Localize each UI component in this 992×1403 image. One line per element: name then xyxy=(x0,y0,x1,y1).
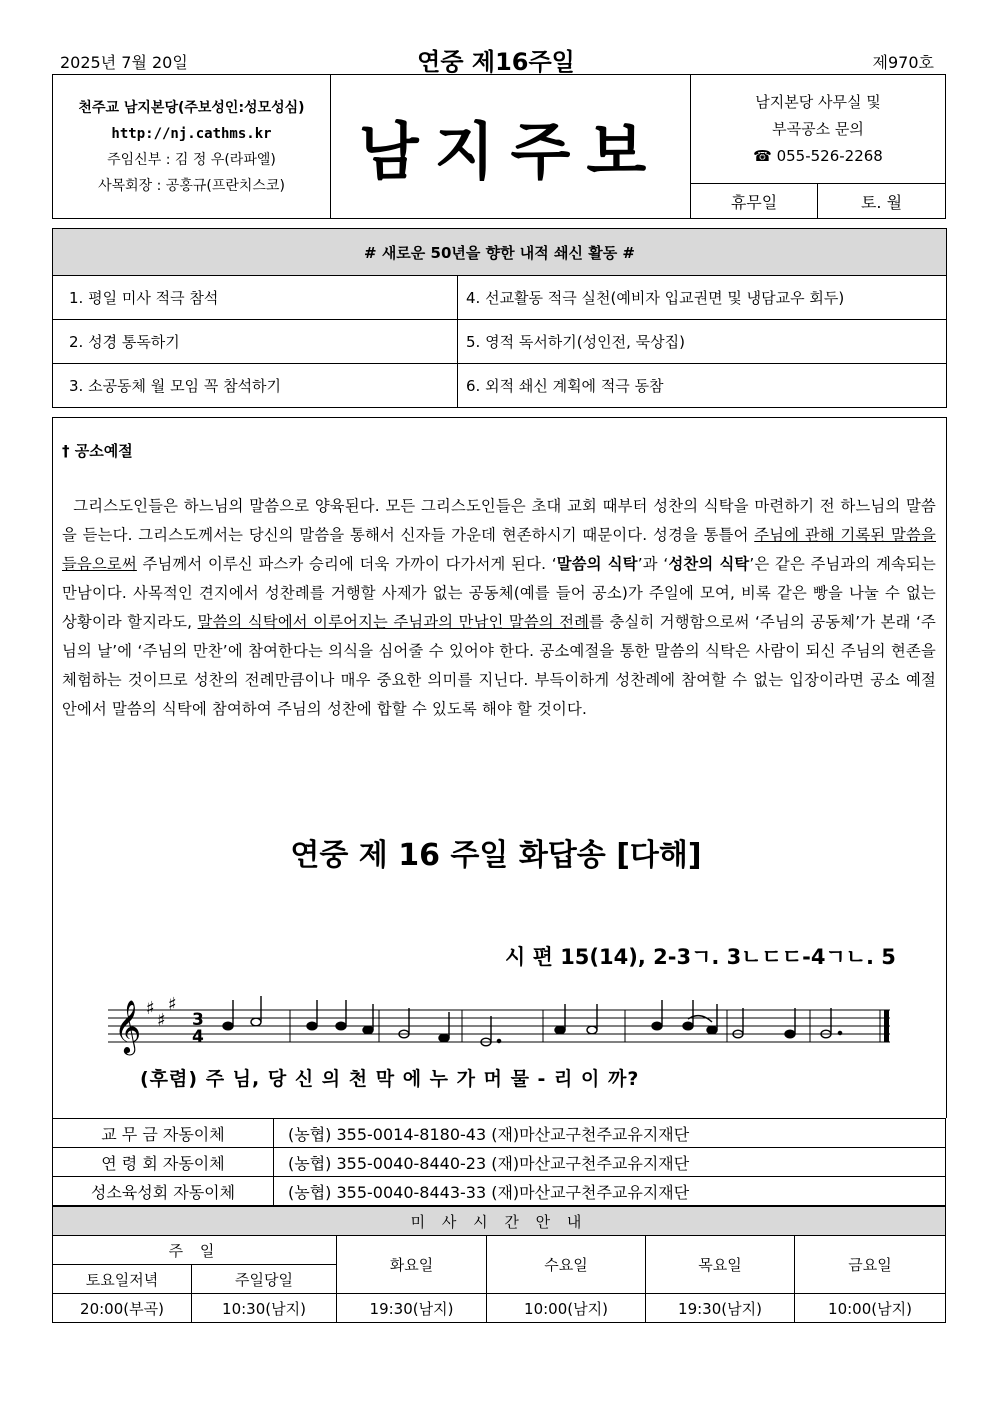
bulletin-date: 2025년 7월 20일 xyxy=(60,53,188,72)
parish-name: 천주교 남지본당(주보성인:성모성심) xyxy=(78,99,305,116)
mass-time: 10:00(남지) xyxy=(487,1294,646,1323)
article-text: ’과 ‘ xyxy=(637,555,669,573)
account-label: 성소육성회 자동이체 xyxy=(53,1177,274,1206)
svg-text:♯: ♯ xyxy=(157,1010,166,1031)
accounts-table xyxy=(52,1118,946,1206)
article-text: 그리스도인들은 하느님의 말씀으로 양육된다. 모든 그리스도인들은 초대 교회 때부터 성찬의 식탁을 마련하기 전 하느님의 말씀을 듣는다. 그리스도께서는 당신의 말씀을 통해서 신자들 가운데 현존하시기 때문이다. 성경을 통틀어 xyxy=(62,497,937,544)
pastor: 주임신부 : 김 정 우(라파엘) xyxy=(107,151,276,168)
article-underline: 주님에 관해 기록된 말씀을 들음으로써 xyxy=(62,526,936,573)
article-body xyxy=(62,492,936,724)
mass-schedule-table xyxy=(52,1206,946,1323)
svg-text:♯: ♯ xyxy=(168,994,177,1015)
activity-item: 2. 성경 통독하기 xyxy=(53,320,458,364)
article-bold: 성찬의 식탁 xyxy=(668,555,750,573)
activity-item: 1. 평일 미사 적극 참석 xyxy=(53,276,458,320)
mass-time: 19:30(남지) xyxy=(337,1294,487,1323)
parish-info xyxy=(53,75,331,219)
activity-item: 5. 영적 독서하기(성인전, 묵상집) xyxy=(458,320,947,364)
mass-sunday-header: 주 일 xyxy=(53,1236,337,1265)
mass-tue-header: 화요일 xyxy=(337,1236,487,1294)
office-info xyxy=(691,75,946,184)
page-title: 연중 제16주일 xyxy=(417,48,575,76)
council-president: 사목회장 : 공홍규(프란치스코) xyxy=(98,177,285,194)
closed-days: 토. 월 xyxy=(818,184,946,219)
account-value: (농협) 355-0040-8440-23 (재)마산교구천주교유지재단 xyxy=(274,1148,946,1177)
mass-heading: 미 사 시 간 안 내 xyxy=(53,1207,946,1236)
closed-label: 휴무일 xyxy=(691,184,818,219)
music-staff xyxy=(108,992,893,1064)
account-value: (농협) 355-0040-8443-33 (재)마산교구천주교유지재단 xyxy=(274,1177,946,1206)
article-title: † 공소예절 xyxy=(62,442,133,460)
article-text: ’은 같은 주님과의 계속되는 만남이다. 사목적인 견지에서 성찬례를 거행할 사제가 없는 공동체(예를 들어 공소)가 주일에 모여, 비록 같은 빵을 나눌 수 없는 상황이라 할지라도, xyxy=(62,555,936,631)
masthead xyxy=(52,74,946,219)
article-underline: 말씀의 식탁에서 이루어지는 주님과의 만남인 말씀의 전례 xyxy=(197,613,590,631)
mass-sunday-day-header: 주일당일 xyxy=(192,1265,337,1294)
article-text: 주님께서 이루신 파스카 승리에 더욱 가까이 다가서게 된다. ‘ xyxy=(136,555,557,573)
account-value: (농협) 355-0014-8180-43 (재)마산교구천주교유지재단 xyxy=(274,1119,946,1148)
article-text: 를 충실히 거행함으로써 ‘주님의 공동체’가 본래 ‘주님의 날’에 ‘주님의 만찬’에 참여한다는 의식을 심어줄 수 있어야 한다. 공소예절을 통한 말씀의 식탁은 사람이 되신 주님의 현존을 체험하는 것이므로 성찬의 전례만큼이나 매우 중요한 의미를 지닌다. 부득이하게 성찬례에 참여할 수 없는 입장이라면 공소 예절 안에서 말씀의 식탁에 참여하여 주님의 성찬에 합할 수 있도록 해야 할 것이다. xyxy=(62,613,936,718)
activities-heading: # 새로운 50년을 향한 내적 쇄신 활동 # xyxy=(53,229,947,276)
psalm-title: 연중 제 16 주일 화답송 [다해] xyxy=(290,838,702,873)
svg-text:♯: ♯ xyxy=(146,998,155,1019)
mass-time: 10:30(남지) xyxy=(192,1294,337,1323)
activity-item: 4. 선교활동 적극 실천(예비자 입교권면 및 냉담교우 회두) xyxy=(458,276,947,320)
bulletin-name: 남지주보 xyxy=(331,75,691,219)
psalm-lyrics: (후렴) 주 님, 당 신 의 천 막 에 누 가 머 물 - 리 이 까? xyxy=(140,1068,640,1090)
mass-time: 20:00(부곡) xyxy=(53,1294,192,1323)
issue-number: 제970호 xyxy=(872,53,934,72)
mass-wed-header: 수요일 xyxy=(487,1236,646,1294)
activities-table xyxy=(52,228,947,408)
account-label: 교 무 금 자동이체 xyxy=(53,1119,274,1148)
article-bold: 말씀의 식탁 xyxy=(556,555,638,573)
website-link[interactable]: http://nj.cathms.kr xyxy=(111,125,272,142)
treble-clef-icon: 𝄞 xyxy=(114,999,142,1053)
mass-time: 10:00(남지) xyxy=(795,1294,946,1323)
mass-time: 19:30(남지) xyxy=(646,1294,795,1323)
mass-thu-header: 목요일 xyxy=(646,1236,795,1294)
psalm-reference: 시 편 15(14), 2-3ㄱ. 3ㄴㄷㄷ-4ㄱㄴ. 5 xyxy=(505,945,896,969)
office-line-1: 남지본당 사무실 및 xyxy=(755,92,881,111)
mass-fri-header: 금요일 xyxy=(795,1236,946,1294)
mass-sat-evening-header: 토요일저녁 xyxy=(53,1265,192,1294)
activity-item: 6. 외적 쇄신 계획에 적극 동참 xyxy=(458,364,947,408)
time-signature-top: 3 xyxy=(192,1010,204,1030)
office-line-2: 부곡공소 문의 xyxy=(772,119,864,138)
phone-number[interactable]: ☎ 055-526-2268 xyxy=(753,146,883,165)
account-label: 연 령 회 자동이체 xyxy=(53,1148,274,1177)
activity-item: 3. 소공동체 월 모임 꼭 참석하기 xyxy=(53,364,458,408)
time-signature-bottom: 4 xyxy=(192,1027,204,1047)
